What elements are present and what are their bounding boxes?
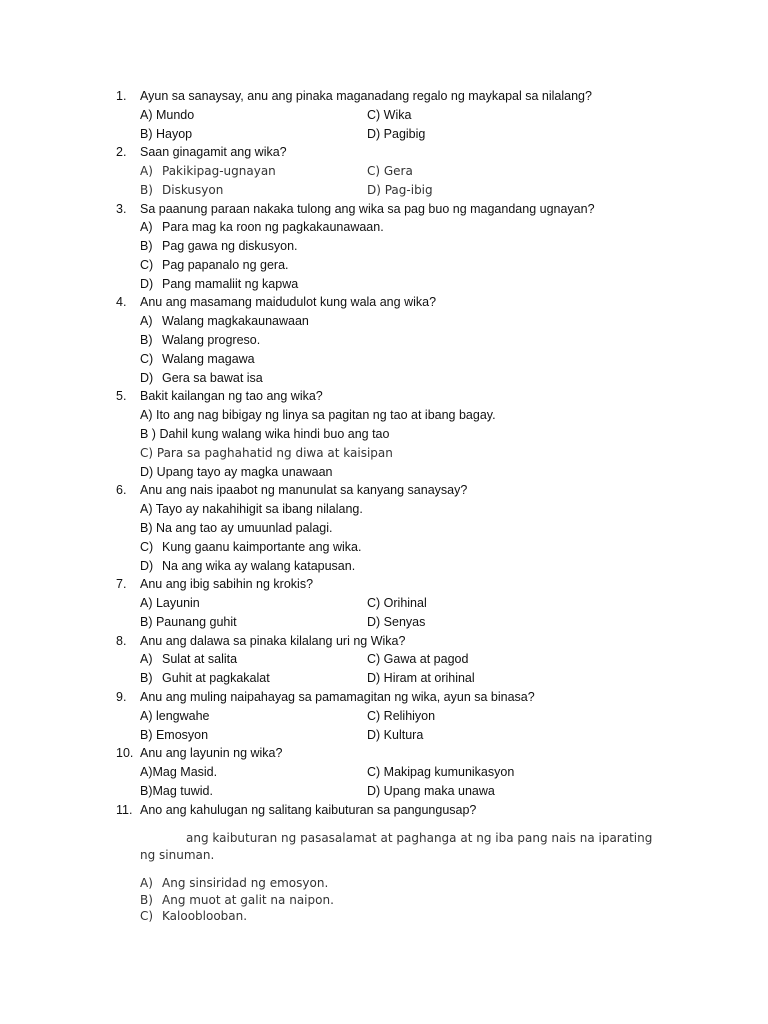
question-text: Anu ang masamang maidudulot kung wala ang wika? <box>140 295 437 309</box>
option-a: A) Sulat at salita <box>140 652 238 666</box>
question-text: Bakit kailangan ng tao ang wika? <box>140 389 323 403</box>
question-text: Anu ang muling naipahayag sa pamamagitan ng wika, ayun sa binasa? <box>140 690 535 704</box>
option-d: D) Hiram at orihinal <box>367 671 475 685</box>
option-b: B) Pag gawa ng diskusyon. <box>140 239 298 253</box>
question-text: Anu ang nais ipaabot ng manunulat sa kanyang sanaysay? <box>140 483 468 497</box>
option-c: C) Gawa at pagod <box>367 652 469 666</box>
question-text: Ayun sa sanaysay, anu ang pinaka maganadang regalo ng maykapal sa nilalang? <box>140 89 592 103</box>
option-c: C) Orihinal <box>367 596 427 610</box>
question-number: 2. <box>116 145 127 159</box>
option-a: A) Tayo ay nakahihigit sa ibang nilalang. <box>140 502 363 516</box>
question-number: 11. <box>116 803 133 817</box>
option-d: D) Senyas <box>367 615 426 629</box>
option-a: A) lengwahe <box>140 709 210 723</box>
option-c: C) Kung gaanu kaimportante ang wika. <box>140 540 362 554</box>
option-d: D) Pang mamaliit ng kapwa <box>140 277 299 291</box>
question-number: 1. <box>116 89 127 103</box>
option-a: A) Walang magkakaunawaan <box>140 314 309 328</box>
option-c: C) Para sa paghahatid ng diwa at kaisipan <box>140 446 393 460</box>
question-number: 9. <box>116 690 127 704</box>
option-d: D) Gera sa bawat isa <box>140 371 263 385</box>
passage-line: ang kaibuturan ng pasasalamat at paghanga at ng iba pang nais na iparating <box>186 831 653 845</box>
option-b: B) Paunang guhit <box>140 615 237 629</box>
question-text: Sa paanung paraan nakaka tulong ang wika sa pag buo ng magandang ugnayan? <box>140 202 595 216</box>
option-c: C) Walang magawa <box>140 352 255 366</box>
option-a: A) Ito ang nag bibigay ng linya sa pagitan ng tao at ibang bagay. <box>140 408 496 422</box>
option-b: B ) Dahil kung walang wika hindi buo ang tao <box>140 427 390 441</box>
question-number: 5. <box>116 389 127 403</box>
question-text: Anu ang dalawa sa pinaka kilalang uri ng Wika? <box>140 634 406 648</box>
question-number: 10. <box>116 746 134 760</box>
option-a: A) Mundo <box>140 108 195 122</box>
option-c: C) Wika <box>367 108 412 122</box>
option-c: C) Relihiyon <box>367 709 436 723</box>
option-d: D) Upang maka unawa <box>367 784 495 798</box>
option-d: D) Kultura <box>367 728 424 742</box>
option-c: C) Makipag kumunikasyon <box>367 765 515 779</box>
option-b: B) Emosyon <box>140 728 209 742</box>
option-a: A) Ang sinsiridad ng emosyon. <box>140 876 329 890</box>
option-b: B) Walang progreso. <box>140 333 261 347</box>
option-a: A) Layunin <box>140 596 200 610</box>
option-b: B) Hayop <box>140 127 193 141</box>
option-a: A) Para mag ka roon ng pagkakaunawaan. <box>140 220 384 234</box>
question-number: 4. <box>116 295 127 309</box>
passage-line: ng sinuman. <box>140 848 215 862</box>
option-d: D) Pagibig <box>367 127 426 141</box>
option-b: B) Diskusyon <box>140 183 224 197</box>
option-d: D) Na ang wika ay walang katapusan. <box>140 559 356 573</box>
question-text: Anu ang ibig sabihin ng krokis? <box>140 577 314 591</box>
question-number: 3. <box>116 202 127 216</box>
question-number: 7. <box>116 577 127 591</box>
question-11-passage <box>140 830 700 864</box>
option-c: C) Pag papanalo ng gera. <box>140 258 289 272</box>
question-text: Saan ginagamit ang wika? <box>140 145 287 159</box>
option-d: D) Upang tayo ay magka unawaan <box>140 465 333 479</box>
question-text: Ano ang kahulugan ng salitang kaibuturan sa pangungusap? <box>140 803 477 817</box>
option-c: C) Kalooblooban. <box>140 909 248 923</box>
option-b: B) Ang muot at galit na naipon. <box>140 893 334 907</box>
option-d: D) Pag-ibig <box>367 183 433 197</box>
question-number: 6. <box>116 483 127 497</box>
question-text: Anu ang layunin ng wika? <box>140 746 283 760</box>
option-b: B) Na ang tao ay umuunlad palagi. <box>140 521 333 535</box>
option-b: B) Guhit at pagkakalat <box>140 671 270 685</box>
option-c: C) Gera <box>367 164 413 178</box>
option-b: B)Mag tuwid. <box>140 784 213 798</box>
question-number: 8. <box>116 634 127 648</box>
option-a: A) Pakikipag-ugnayan <box>140 164 276 178</box>
option-a: A)Mag Masid. <box>140 765 218 779</box>
